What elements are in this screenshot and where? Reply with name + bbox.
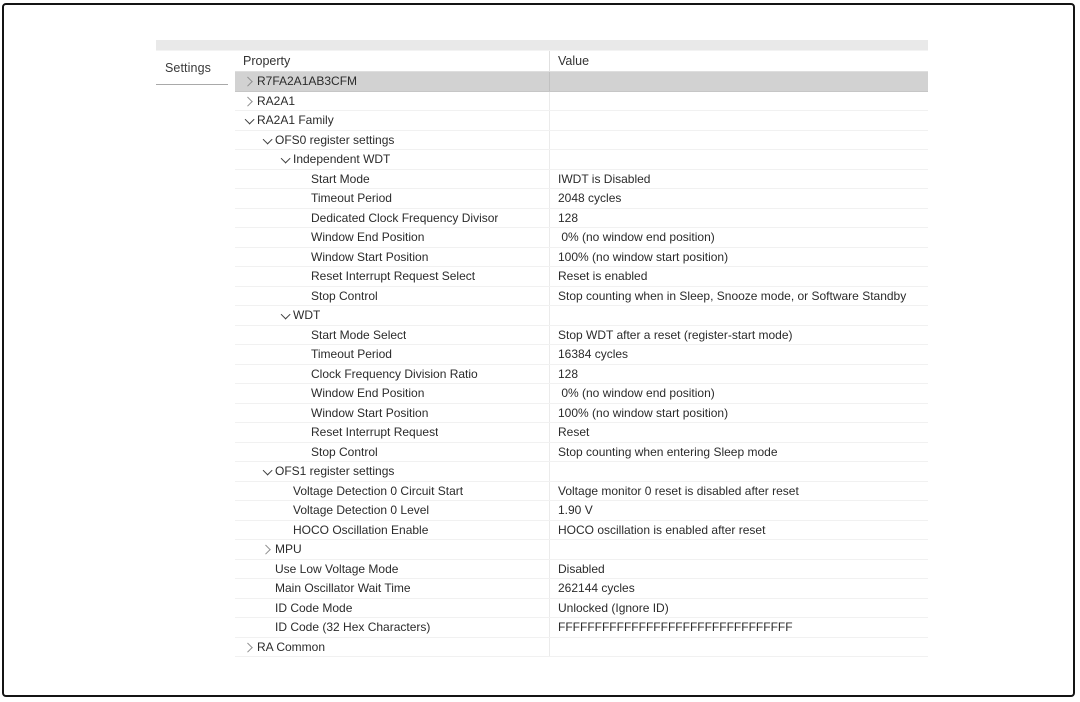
property-label: Voltage Detection 0 Level [293, 503, 430, 518]
property-cell[interactable] [235, 150, 550, 169]
tree-indent [235, 237, 295, 238]
property-label: Reset Interrupt Request Select [311, 269, 476, 284]
chevron-spacer [295, 209, 311, 228]
tab-settings[interactable] [156, 51, 228, 85]
value-cell[interactable]: Reset [558, 425, 590, 440]
tree-indent [235, 178, 295, 179]
tree-row[interactable] [235, 150, 928, 170]
property-label: Use Low Voltage Mode [275, 561, 399, 576]
chevron-down-icon[interactable] [241, 111, 257, 130]
value-cell[interactable]: HOCO oscillation is enabled after reset [558, 522, 766, 537]
tree-row[interactable] [235, 404, 928, 424]
tree-row[interactable] [235, 345, 928, 365]
tree-indent [235, 393, 295, 394]
value-cell[interactable] [550, 111, 928, 130]
tree-indent [235, 432, 295, 433]
tree-indent [235, 588, 259, 589]
value-cell[interactable]: Stop counting when entering Sleep mode [558, 444, 778, 459]
tree-row[interactable] [235, 267, 928, 287]
tree-indent [235, 295, 295, 296]
value-cell[interactable]: Stop counting when in Sleep, Snooze mode, or Software Standby [558, 288, 907, 303]
property-label: Reset Interrupt Request [311, 425, 439, 440]
property-cell[interactable] [235, 404, 550, 423]
table-header [235, 51, 928, 72]
tree-indent [235, 568, 259, 569]
property-cell[interactable] [235, 560, 550, 579]
chevron-right-icon[interactable] [241, 72, 257, 91]
tree-row[interactable] [235, 638, 928, 658]
property-cell[interactable] [235, 306, 550, 325]
tree-indent [235, 354, 295, 355]
tree-indent [235, 373, 295, 374]
property-cell[interactable] [235, 248, 550, 267]
value-cell[interactable]: 128 [558, 366, 579, 381]
property-cell[interactable] [235, 228, 550, 247]
tree-row[interactable] [235, 306, 928, 326]
value-cell[interactable]: 0% (no window end position) [558, 386, 715, 401]
chevron-spacer [295, 404, 311, 423]
chevron-glyph [243, 77, 252, 86]
chevron-spacer [259, 599, 275, 618]
value-cell[interactable]: Reset is enabled [558, 269, 648, 284]
value-cell[interactable] [550, 462, 928, 481]
chevron-spacer [295, 443, 311, 462]
property-label: ID Code (32 Hex Characters) [275, 620, 431, 635]
value-cell[interactable]: Stop WDT after a reset (register-start mode) [558, 327, 793, 342]
chevron-spacer [295, 384, 311, 403]
chevron-spacer [277, 521, 293, 540]
property-label: Timeout Period [311, 191, 392, 206]
tab-strip [156, 51, 235, 664]
chevron-spacer [295, 248, 311, 267]
property-cell[interactable] [235, 111, 550, 130]
property-cell[interactable] [235, 599, 550, 618]
property-label: Independent WDT [293, 152, 391, 167]
value-cell[interactable]: 100% (no window start position) [558, 405, 729, 420]
tree-indent [235, 315, 277, 316]
property-cell[interactable] [235, 482, 550, 501]
property-label: Clock Frequency Division Ratio [311, 366, 478, 381]
column-header-property [235, 51, 550, 71]
tree-row[interactable] [235, 540, 928, 560]
chevron-spacer [295, 287, 311, 306]
property-cell[interactable] [235, 521, 550, 540]
property-label: Start Mode [311, 171, 370, 186]
chevron-glyph [245, 115, 254, 124]
tree-row[interactable] [235, 579, 928, 599]
tree-row[interactable] [235, 599, 928, 619]
property-label: HOCO Oscillation Enable [293, 522, 429, 537]
tree-row[interactable] [235, 189, 928, 209]
tree-row[interactable] [235, 423, 928, 443]
tree-row[interactable] [235, 384, 928, 404]
property-label: Timeout Period [311, 347, 392, 362]
property-label: MPU [275, 542, 302, 557]
chevron-glyph [243, 96, 252, 105]
property-cell[interactable] [235, 501, 550, 520]
tree-row[interactable] [235, 462, 928, 482]
value-cell[interactable]: FFFFFFFFFFFFFFFFFFFFFFFFFFFFFFFF [558, 620, 793, 635]
tree-indent [235, 490, 277, 491]
property-label: Window End Position [311, 230, 425, 245]
chevron-spacer [295, 365, 311, 384]
property-label: RA Common [257, 639, 326, 654]
column-header-property-label: Property [243, 54, 291, 68]
chevron-spacer [277, 482, 293, 501]
tree-row[interactable] [235, 501, 928, 521]
chevron-spacer [295, 228, 311, 247]
tree-indent [235, 159, 277, 160]
tree-row[interactable] [235, 228, 928, 248]
value-cell[interactable]: 100% (no window start position) [558, 249, 729, 264]
property-label: Voltage Detection 0 Circuit Start [293, 483, 464, 498]
value-cell[interactable]: 1.90 V [558, 503, 593, 518]
column-header-value-label: Value [558, 54, 590, 68]
tree-row[interactable] [235, 618, 928, 638]
chevron-spacer [259, 618, 275, 637]
property-cell[interactable] [235, 267, 550, 286]
value-cell[interactable]: 262144 cycles [558, 581, 635, 596]
tree-indent [235, 451, 295, 452]
chevron-down-icon[interactable] [277, 306, 293, 325]
chevron-spacer [277, 501, 293, 520]
property-label: OFS0 register settings [275, 132, 395, 147]
tree-indent [235, 256, 295, 257]
tree-indent [235, 412, 295, 413]
tree-indent [235, 529, 277, 530]
panel-body [156, 51, 928, 664]
property-label: Stop Control [311, 444, 378, 459]
property-cell[interactable] [235, 131, 550, 150]
tree-indent [235, 198, 295, 199]
property-cell[interactable] [235, 365, 550, 384]
property-label: Window End Position [311, 386, 425, 401]
panel-top-strip [156, 40, 928, 51]
properties-panel [156, 40, 928, 664]
chevron-glyph [263, 466, 272, 475]
property-cell[interactable] [235, 189, 550, 208]
value-cell[interactable]: 128 [558, 210, 579, 225]
property-cell[interactable] [235, 326, 550, 345]
chevron-spacer [295, 345, 311, 364]
property-cell[interactable] [235, 579, 550, 598]
value-cell[interactable] [550, 306, 928, 325]
tree-row[interactable] [235, 72, 928, 92]
value-cell[interactable]: 2048 cycles [558, 191, 622, 206]
chevron-down-icon[interactable] [259, 462, 275, 481]
property-cell[interactable] [235, 345, 550, 364]
tree-indent [235, 510, 277, 511]
tree-indent [235, 139, 259, 140]
property-cell[interactable] [235, 72, 550, 91]
chevron-spacer [295, 423, 311, 442]
tree-row[interactable] [235, 287, 928, 307]
chevron-down-icon[interactable] [259, 131, 275, 150]
property-cell[interactable] [235, 540, 550, 559]
tree-indent [235, 471, 259, 472]
tree-row[interactable] [235, 560, 928, 580]
tree-row[interactable] [235, 131, 928, 151]
property-label: RA2A1 [257, 93, 296, 108]
chevron-right-icon[interactable] [241, 92, 257, 111]
property-cell[interactable] [235, 170, 550, 189]
tree-row[interactable] [235, 209, 928, 229]
property-label: WDT [293, 308, 321, 323]
chevron-spacer [295, 170, 311, 189]
property-cell[interactable] [235, 638, 550, 657]
value-cell[interactable] [550, 638, 928, 657]
chevron-spacer [259, 579, 275, 598]
value-cell[interactable] [550, 131, 928, 150]
value-cell[interactable]: Disabled [558, 561, 605, 576]
tree-indent [235, 607, 259, 608]
tree-row[interactable] [235, 111, 928, 131]
property-label: Window Start Position [311, 249, 429, 264]
tree-row[interactable] [235, 365, 928, 385]
chevron-right-icon[interactable] [259, 540, 275, 559]
property-label: Window Start Position [311, 405, 429, 420]
tree-indent [235, 217, 295, 218]
tree-row[interactable] [235, 248, 928, 268]
tree-row[interactable] [235, 521, 928, 541]
property-label: OFS1 register settings [275, 464, 395, 479]
tree-indent [235, 549, 259, 550]
column-header-value [550, 51, 928, 71]
tree-row[interactable] [235, 92, 928, 112]
tree-row[interactable] [235, 443, 928, 463]
property-cell[interactable] [235, 618, 550, 637]
chevron-glyph [281, 154, 290, 163]
property-label: ID Code Mode [275, 600, 353, 615]
value-cell[interactable]: IWDT is Disabled [558, 171, 651, 186]
property-label: RA2A1 Family [257, 113, 334, 128]
property-table [235, 51, 928, 664]
property-cell[interactable] [235, 384, 550, 403]
chevron-spacer [295, 326, 311, 345]
value-cell[interactable]: 0% (no window end position) [558, 230, 715, 245]
value-cell[interactable] [550, 150, 928, 169]
chevron-glyph [281, 310, 290, 319]
tree-row[interactable] [235, 326, 928, 346]
property-cell[interactable] [235, 92, 550, 111]
chevron-right-icon[interactable] [241, 638, 257, 657]
property-cell[interactable] [235, 209, 550, 228]
property-label: Stop Control [311, 288, 378, 303]
tree-indent [235, 334, 295, 335]
value-cell[interactable]: 16384 cycles [558, 347, 629, 362]
chevron-glyph [263, 134, 272, 143]
property-label: Main Oscillator Wait Time [275, 581, 411, 596]
value-cell[interactable]: Voltage monitor 0 reset is disabled after reset [558, 483, 799, 498]
value-cell[interactable]: Unlocked (Ignore ID) [558, 600, 669, 615]
property-cell[interactable] [235, 287, 550, 306]
tree-row[interactable] [235, 482, 928, 502]
chevron-glyph [261, 545, 270, 554]
property-cell[interactable] [235, 443, 550, 462]
chevron-spacer [295, 189, 311, 208]
chevron-spacer [295, 267, 311, 286]
tree-indent [235, 276, 295, 277]
property-label: Start Mode Select [311, 327, 407, 342]
chevron-down-icon[interactable] [277, 150, 293, 169]
chevron-glyph [243, 642, 252, 651]
value-cell[interactable] [550, 92, 928, 111]
property-label: R7FA2A1AB3CFM [257, 74, 358, 89]
tree-indent [235, 627, 259, 628]
property-cell[interactable] [235, 462, 550, 481]
value-cell[interactable] [550, 540, 928, 559]
property-cell[interactable] [235, 423, 550, 442]
tree-table-body [235, 72, 928, 664]
value-cell[interactable] [550, 72, 928, 91]
tree-row[interactable] [235, 170, 928, 190]
tab-settings-label: Settings [165, 60, 211, 75]
chevron-spacer [259, 560, 275, 579]
property-label: Dedicated Clock Frequency Divisor [311, 210, 499, 225]
